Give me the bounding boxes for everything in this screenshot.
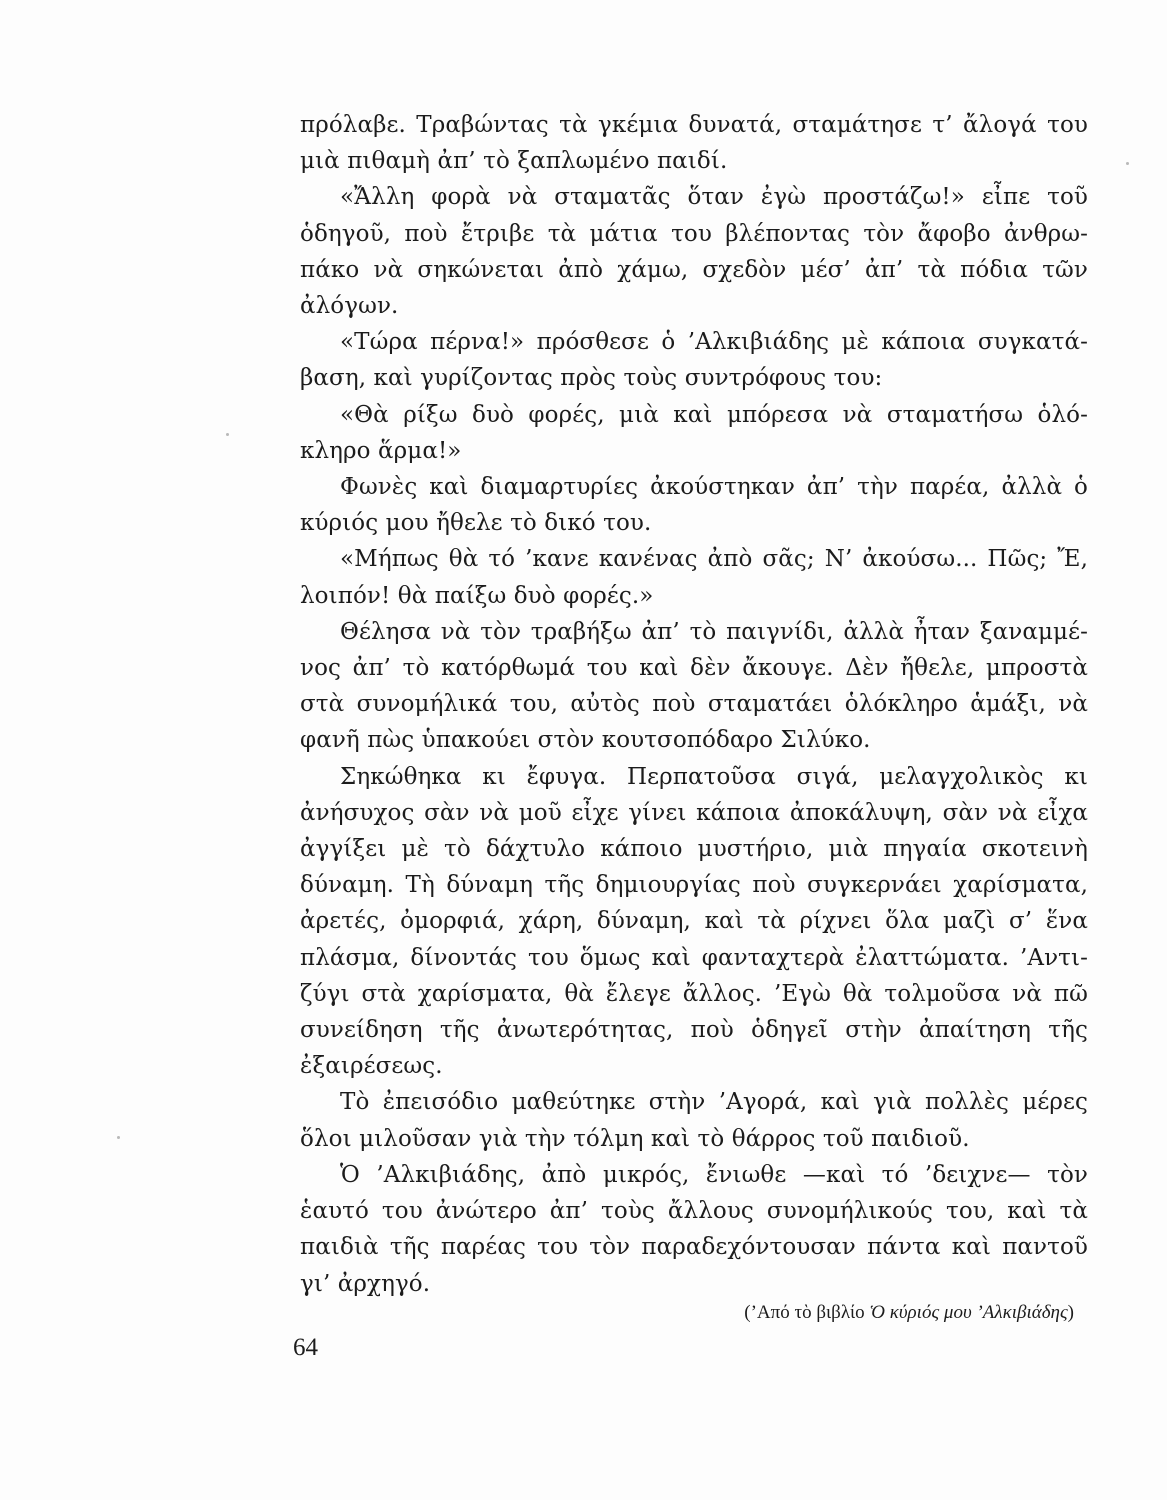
text-line: γι’ ἀρχηγό. bbox=[300, 1270, 431, 1297]
text-line: στὰ συνομήλικά του, αὐτὸς ποὺ σταματάει ὁλόκληρο ἁμάξι, νὰ bbox=[300, 691, 1088, 718]
text-line: ἀγγίξει μὲ τὸ δάχτυλο κάποιο μυστήριο, μιὰ πηγαία σκοτεινὴ bbox=[300, 836, 1088, 863]
text-line: «Θὰ ρίξω δυὸ φορές, μιὰ καὶ μπόρεσα νὰ σταματήσω ὁλό- bbox=[340, 401, 1088, 428]
text-line: συνείδηση τῆς ἀνωτερότητας, ποὺ ὁδηγεῖ στὴν ἀπαίτηση τῆς bbox=[300, 1017, 1088, 1044]
text-line: παιδιὰ τῆς παρέας του τὸν παραδεχόντουσαν πάντα καὶ παντοῦ bbox=[300, 1234, 1088, 1261]
citation-book-title: Ὁ κύριός μου ’Αλκιβιάδης bbox=[869, 1302, 1068, 1323]
text-line: Σηκώθηκα κι ἔφυγα. Περπατοῦσα σιγά, μελαγχολικὸς κι bbox=[340, 763, 1088, 790]
text-line: Θέλησα νὰ τὸν τραβήξω ἀπ’ τὸ παιγνίδι, ἀλλὰ ἦταν ξαναμμέ- bbox=[340, 618, 1088, 645]
source-citation bbox=[744, 1302, 1074, 1324]
text-line: πάκο νὰ σηκώνεται ἀπὸ χάμω, σχεδὸν μέσ’ ἀπ’ τὰ πόδια τῶν bbox=[300, 256, 1088, 283]
text-line: ἐξαιρέσεως. bbox=[300, 1053, 443, 1080]
text-line: νος ἀπ’ τὸ κατόρθωμά του καὶ δὲν ἄκουγε. Δὲν ἤθελε, μπροστὰ bbox=[300, 655, 1088, 682]
text-line: λοιπόν! θὰ παίξω δυὸ φορές.» bbox=[300, 582, 654, 609]
text-line: ἀρετές, ὀμορφιά, χάρη, δύναμη, καὶ τὰ ρίχνει ὅλα μαζὶ σ’ ἕνα bbox=[300, 908, 1088, 935]
scan-speck bbox=[226, 433, 229, 436]
text-line: δύναμη. Τὴ δύναμη τῆς δημιουργίας ποὺ συγκερνάει χαρίσματα, bbox=[300, 872, 1088, 899]
citation-suffix: ) bbox=[1067, 1302, 1074, 1323]
text-line: κύριός μου ἤθελε τὸ δικό του. bbox=[300, 510, 652, 537]
text-line: βαση, καὶ γυρίζοντας πρὸς τοὺς συντρόφους του: bbox=[300, 365, 883, 392]
text-line: ἀνήσυχος σὰν νὰ μοῦ εἶχε γίνει κάποια ἀποκάλυψη, σὰν νὰ εἶχα bbox=[300, 799, 1088, 826]
text-line: φανῆ πὼς ὑπακούει στὸν κουτσοπόδαρο Σιλύκο. bbox=[300, 727, 871, 754]
text-line: ὁδηγοῦ, ποὺ ἔτριβε τὰ μάτια του βλέποντας τὸν ἄφοβο ἀνθρω- bbox=[300, 220, 1088, 247]
text-line: πλάσμα, δίνοντάς του ὅμως καὶ φανταχτερὰ ἐλαττώματα. ’Αντι- bbox=[300, 944, 1088, 971]
text-line: «Ἄλλη φορὰ νὰ σταματᾶς ὅταν ἐγὼ προστάζω!» εἶπε τοῦ bbox=[340, 184, 1088, 211]
text-line: ἀλόγων. bbox=[300, 293, 399, 320]
text-line: μιὰ πιθαμὴ ἀπ’ τὸ ξαπλωμένο παιδί. bbox=[300, 148, 728, 175]
text-line: Τὸ ἐπεισόδιο μαθεύτηκε στὴν ’Αγορά, καὶ γιὰ πολλὲς μέρες bbox=[340, 1089, 1088, 1116]
text-line: ὅλοι μιλοῦσαν γιὰ τὴν τόλμη καὶ τὸ θάρρος τοῦ παιδιοῦ. bbox=[300, 1125, 970, 1152]
body-text bbox=[300, 107, 1088, 1302]
text-line: Ὁ ’Αλκιβιάδης, ἀπὸ μικρός, ἔνιωθε —καὶ τό ’δειχνε— τὸν bbox=[340, 1161, 1088, 1188]
citation-prefix: (’Από τὸ βιβλίο bbox=[744, 1302, 870, 1323]
text-line: κληρο ἅρμα!» bbox=[300, 437, 462, 464]
text-line: ἑαυτό του ἀνώτερο ἀπ’ τοὺς ἄλλους συνομήλικούς του, καὶ τὰ bbox=[300, 1198, 1088, 1225]
text-line: «Τώρα πέρνα!» πρόσθεσε ὁ ’Αλκιβιάδης μὲ κάποια συγκατά- bbox=[340, 329, 1088, 356]
scan-speck bbox=[117, 1136, 120, 1139]
text-line: Φωνὲς καὶ διαμαρτυρίες ἀκούστηκαν ἀπ’ τὴν παρέα, ἀλλὰ ὁ bbox=[340, 474, 1088, 501]
scan-speck bbox=[1126, 162, 1129, 165]
text-line: «Μήπως θὰ τό ’κανε κανένας ἀπὸ σᾶς; Ν’ ἀκούσω... Πῶς; Ἔ, bbox=[340, 546, 1088, 573]
page-number: 64 bbox=[293, 1334, 318, 1361]
text-line: ζύγι στὰ χαρίσματα, θὰ ἔλεγε ἄλλος. ’Εγὼ θὰ τολμοῦσα νὰ πῶ bbox=[300, 980, 1088, 1007]
text-line: πρόλαβε. Τραβώντας τὰ γκέμια δυνατά, σταμάτησε τ’ ἄλογά του bbox=[300, 112, 1088, 138]
